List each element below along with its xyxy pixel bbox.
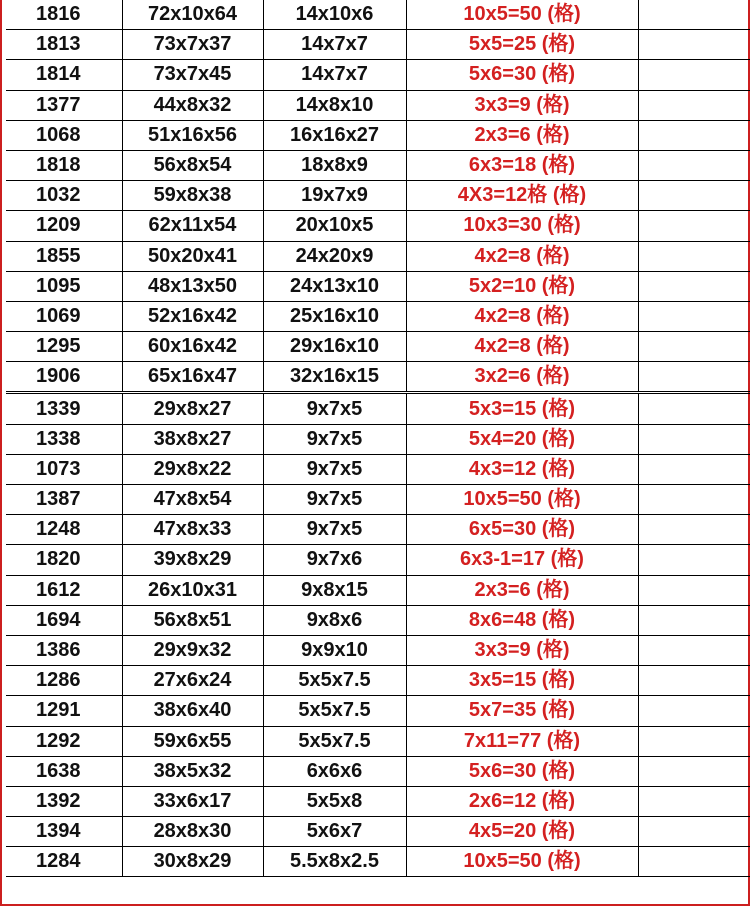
cell-empty[interactable] [638, 150, 750, 180]
cell-code[interactable]: 1818 [6, 150, 122, 180]
cell-empty[interactable] [638, 575, 750, 605]
cell-inner-size[interactable]: 9x8x6 [263, 605, 406, 635]
cell-inner-size[interactable]: 19x7x9 [263, 181, 406, 211]
cell-code[interactable]: 1286 [6, 666, 122, 696]
cell-compartment-count[interactable]: 4x2=8 (格) [406, 332, 638, 362]
cell-outer-size[interactable]: 59x8x38 [122, 181, 263, 211]
cell-inner-size[interactable]: 5x5x7.5 [263, 666, 406, 696]
cell-code[interactable]: 1813 [6, 30, 122, 60]
cell-inner-size[interactable]: 24x13x10 [263, 271, 406, 301]
table-row [6, 181, 750, 211]
cell-outer-size[interactable]: 29x8x27 [122, 393, 263, 424]
cell-empty[interactable] [638, 515, 750, 545]
cell-empty[interactable] [638, 332, 750, 362]
cell-code[interactable]: 1095 [6, 271, 122, 301]
cell-inner-size[interactable]: 9x7x5 [263, 515, 406, 545]
cell-compartment-count[interactable]: 10x5=50 (格) [406, 0, 638, 30]
cell-outer-size[interactable]: 50x20x41 [122, 241, 263, 271]
cell-empty[interactable] [638, 241, 750, 271]
cell-compartment-count[interactable]: 4X3=12格 (格) [406, 181, 638, 211]
cell-code[interactable]: 1814 [6, 60, 122, 90]
cell-code[interactable]: 1612 [6, 575, 122, 605]
cell-inner-size[interactable]: 5.5x8x2.5 [263, 847, 406, 877]
cell-empty[interactable] [638, 301, 750, 331]
cell-empty[interactable] [638, 635, 750, 665]
cell-empty[interactable] [638, 545, 750, 575]
table-row [6, 605, 750, 635]
cell-code[interactable]: 1816 [6, 0, 122, 30]
cell-code[interactable]: 1209 [6, 211, 122, 241]
cell-code[interactable]: 1392 [6, 786, 122, 816]
cell-compartment-count[interactable]: 5x6=30 (格) [406, 60, 638, 90]
cell-empty[interactable] [638, 817, 750, 847]
cell-empty[interactable] [638, 120, 750, 150]
cell-outer-size[interactable]: 65x16x47 [122, 362, 263, 393]
cell-outer-size[interactable]: 38x8x27 [122, 424, 263, 454]
cell-outer-size[interactable]: 38x6x40 [122, 696, 263, 726]
table-row [6, 424, 750, 454]
cell-empty[interactable] [638, 726, 750, 756]
cell-compartment-count[interactable]: 6x5=30 (格) [406, 515, 638, 545]
cell-compartment-count[interactable]: 7x11=77 (格) [406, 726, 638, 756]
cell-inner-size[interactable]: 24x20x9 [263, 241, 406, 271]
cell-compartment-count[interactable]: 8x6=48 (格) [406, 605, 638, 635]
cell-outer-size[interactable]: 56x8x51 [122, 605, 263, 635]
table-body [6, 0, 750, 877]
cell-code[interactable]: 1069 [6, 301, 122, 331]
cell-compartment-count[interactable]: 4x5=20 (格) [406, 817, 638, 847]
cell-empty[interactable] [638, 90, 750, 120]
product-table [6, 0, 750, 877]
table-row [6, 847, 750, 877]
cell-code[interactable]: 1906 [6, 362, 122, 393]
cell-inner-size[interactable]: 9x7x5 [263, 454, 406, 484]
table-row [6, 211, 750, 241]
cell-inner-size[interactable]: 14x10x6 [263, 0, 406, 30]
cell-compartment-count[interactable]: 3x3=9 (格) [406, 90, 638, 120]
cell-compartment-count[interactable]: 5x3=15 (格) [406, 393, 638, 424]
table-row [6, 301, 750, 331]
table-row [6, 150, 750, 180]
cell-compartment-count[interactable]: 10x3=30 (格) [406, 211, 638, 241]
cell-empty[interactable] [638, 666, 750, 696]
cell-compartment-count[interactable]: 10x5=50 (格) [406, 485, 638, 515]
cell-empty[interactable] [638, 454, 750, 484]
cell-compartment-count[interactable]: 2x3=6 (格) [406, 120, 638, 150]
table-row [6, 726, 750, 756]
cell-compartment-count[interactable]: 5x2=10 (格) [406, 271, 638, 301]
cell-code[interactable]: 1820 [6, 545, 122, 575]
cell-inner-size[interactable]: 32x16x15 [263, 362, 406, 393]
cell-outer-size[interactable]: 28x8x30 [122, 817, 263, 847]
table-row [6, 515, 750, 545]
cell-empty[interactable] [638, 847, 750, 877]
cell-inner-size[interactable]: 5x5x7.5 [263, 696, 406, 726]
cell-outer-size[interactable]: 26x10x31 [122, 575, 263, 605]
cell-compartment-count[interactable]: 2x6=12 (格) [406, 786, 638, 816]
cell-inner-size[interactable]: 16x16x27 [263, 120, 406, 150]
cell-compartment-count[interactable]: 5x5=25 (格) [406, 30, 638, 60]
cell-outer-size[interactable]: 33x6x17 [122, 786, 263, 816]
cell-code[interactable]: 1248 [6, 515, 122, 545]
table-row [6, 332, 750, 362]
cell-empty[interactable] [638, 786, 750, 816]
cell-compartment-count[interactable]: 3x2=6 (格) [406, 362, 638, 393]
cell-empty[interactable] [638, 211, 750, 241]
cell-inner-size[interactable]: 14x7x7 [263, 60, 406, 90]
cell-empty[interactable] [638, 605, 750, 635]
cell-outer-size[interactable]: 47x8x33 [122, 515, 263, 545]
cell-compartment-count[interactable]: 5x7=35 (格) [406, 696, 638, 726]
cell-code[interactable]: 1032 [6, 181, 122, 211]
cell-outer-size[interactable]: 73x7x45 [122, 60, 263, 90]
table-row [6, 0, 750, 30]
cell-inner-size[interactable]: 9x7x5 [263, 424, 406, 454]
cell-code[interactable]: 1638 [6, 756, 122, 786]
cell-code[interactable]: 1377 [6, 90, 122, 120]
cell-code[interactable]: 1339 [6, 393, 122, 424]
cell-compartment-count[interactable]: 5x6=30 (格) [406, 756, 638, 786]
cell-outer-size[interactable]: 72x10x64 [122, 0, 263, 30]
cell-compartment-count[interactable]: 4x2=8 (格) [406, 241, 638, 271]
cell-outer-size[interactable]: 30x8x29 [122, 847, 263, 877]
cell-outer-size[interactable]: 27x6x24 [122, 666, 263, 696]
cell-compartment-count[interactable]: 5x4=20 (格) [406, 424, 638, 454]
table-row [6, 454, 750, 484]
cell-outer-size[interactable]: 51x16x56 [122, 120, 263, 150]
cell-code[interactable]: 1338 [6, 424, 122, 454]
cell-empty[interactable] [638, 271, 750, 301]
table-row [6, 271, 750, 301]
cell-inner-size[interactable]: 14x7x7 [263, 30, 406, 60]
cell-empty[interactable] [638, 181, 750, 211]
cell-inner-size[interactable]: 18x8x9 [263, 150, 406, 180]
cell-code[interactable]: 1387 [6, 485, 122, 515]
cell-code[interactable]: 1394 [6, 817, 122, 847]
table-row [6, 393, 750, 424]
cell-inner-size[interactable]: 5x6x7 [263, 817, 406, 847]
cell-empty[interactable] [638, 485, 750, 515]
cell-empty[interactable] [638, 362, 750, 393]
cell-inner-size[interactable]: 6x6x6 [263, 756, 406, 786]
cell-inner-size[interactable]: 5x5x7.5 [263, 726, 406, 756]
table-row [6, 635, 750, 665]
cell-inner-size[interactable]: 9x7x6 [263, 545, 406, 575]
cell-outer-size[interactable]: 52x16x42 [122, 301, 263, 331]
cell-outer-size[interactable]: 62x11x54 [122, 211, 263, 241]
cell-outer-size[interactable]: 47x8x54 [122, 485, 263, 515]
cell-inner-size[interactable]: 9x8x15 [263, 575, 406, 605]
table-row [6, 756, 750, 786]
cell-outer-size[interactable]: 60x16x42 [122, 332, 263, 362]
cell-outer-size[interactable]: 56x8x54 [122, 150, 263, 180]
cell-inner-size[interactable]: 25x16x10 [263, 301, 406, 331]
cell-empty[interactable] [638, 0, 750, 30]
cell-compartment-count[interactable]: 3x3=9 (格) [406, 635, 638, 665]
cell-code[interactable]: 1694 [6, 605, 122, 635]
cell-compartment-count[interactable]: 6x3-1=17 (格) [406, 545, 638, 575]
cell-compartment-count[interactable]: 4x3=12 (格) [406, 454, 638, 484]
cell-inner-size[interactable]: 14x8x10 [263, 90, 406, 120]
cell-code[interactable]: 1292 [6, 726, 122, 756]
cell-outer-size[interactable]: 73x7x37 [122, 30, 263, 60]
table-row [6, 90, 750, 120]
cell-outer-size[interactable]: 29x8x22 [122, 454, 263, 484]
table-row [6, 362, 750, 393]
cell-empty[interactable] [638, 60, 750, 90]
cell-empty[interactable] [638, 756, 750, 786]
table-row [6, 60, 750, 90]
cell-empty[interactable] [638, 424, 750, 454]
cell-compartment-count[interactable]: 3x5=15 (格) [406, 666, 638, 696]
cell-empty[interactable] [638, 30, 750, 60]
table-row [6, 666, 750, 696]
cell-code[interactable]: 1386 [6, 635, 122, 665]
cell-empty[interactable] [638, 393, 750, 424]
cell-outer-size[interactable]: 29x9x32 [122, 635, 263, 665]
table-row [6, 120, 750, 150]
cell-compartment-count[interactable]: 2x3=6 (格) [406, 575, 638, 605]
cell-inner-size[interactable]: 9x9x10 [263, 635, 406, 665]
table-row [6, 786, 750, 816]
table-row [6, 241, 750, 271]
table-row [6, 30, 750, 60]
cell-code[interactable]: 1073 [6, 454, 122, 484]
cell-inner-size[interactable]: 5x5x8 [263, 786, 406, 816]
table-row [6, 575, 750, 605]
table-row [6, 485, 750, 515]
cell-outer-size[interactable]: 59x6x55 [122, 726, 263, 756]
cell-outer-size[interactable]: 38x5x32 [122, 756, 263, 786]
cell-compartment-count[interactable]: 6x3=18 (格) [406, 150, 638, 180]
cell-compartment-count[interactable]: 4x2=8 (格) [406, 301, 638, 331]
cell-code[interactable]: 1291 [6, 696, 122, 726]
cell-outer-size[interactable]: 44x8x32 [122, 90, 263, 120]
table-row [6, 817, 750, 847]
cell-code[interactable]: 1855 [6, 241, 122, 271]
cell-inner-size[interactable]: 9x7x5 [263, 393, 406, 424]
table-row [6, 545, 750, 575]
cell-outer-size[interactable]: 39x8x29 [122, 545, 263, 575]
cell-inner-size[interactable]: 29x16x10 [263, 332, 406, 362]
cell-compartment-count[interactable]: 10x5=50 (格) [406, 847, 638, 877]
cell-code[interactable]: 1284 [6, 847, 122, 877]
cell-code[interactable]: 1068 [6, 120, 122, 150]
table-row [6, 696, 750, 726]
cell-code[interactable]: 1295 [6, 332, 122, 362]
cell-outer-size[interactable]: 48x13x50 [122, 271, 263, 301]
cell-empty[interactable] [638, 696, 750, 726]
cell-inner-size[interactable]: 9x7x5 [263, 485, 406, 515]
cell-inner-size[interactable]: 20x10x5 [263, 211, 406, 241]
